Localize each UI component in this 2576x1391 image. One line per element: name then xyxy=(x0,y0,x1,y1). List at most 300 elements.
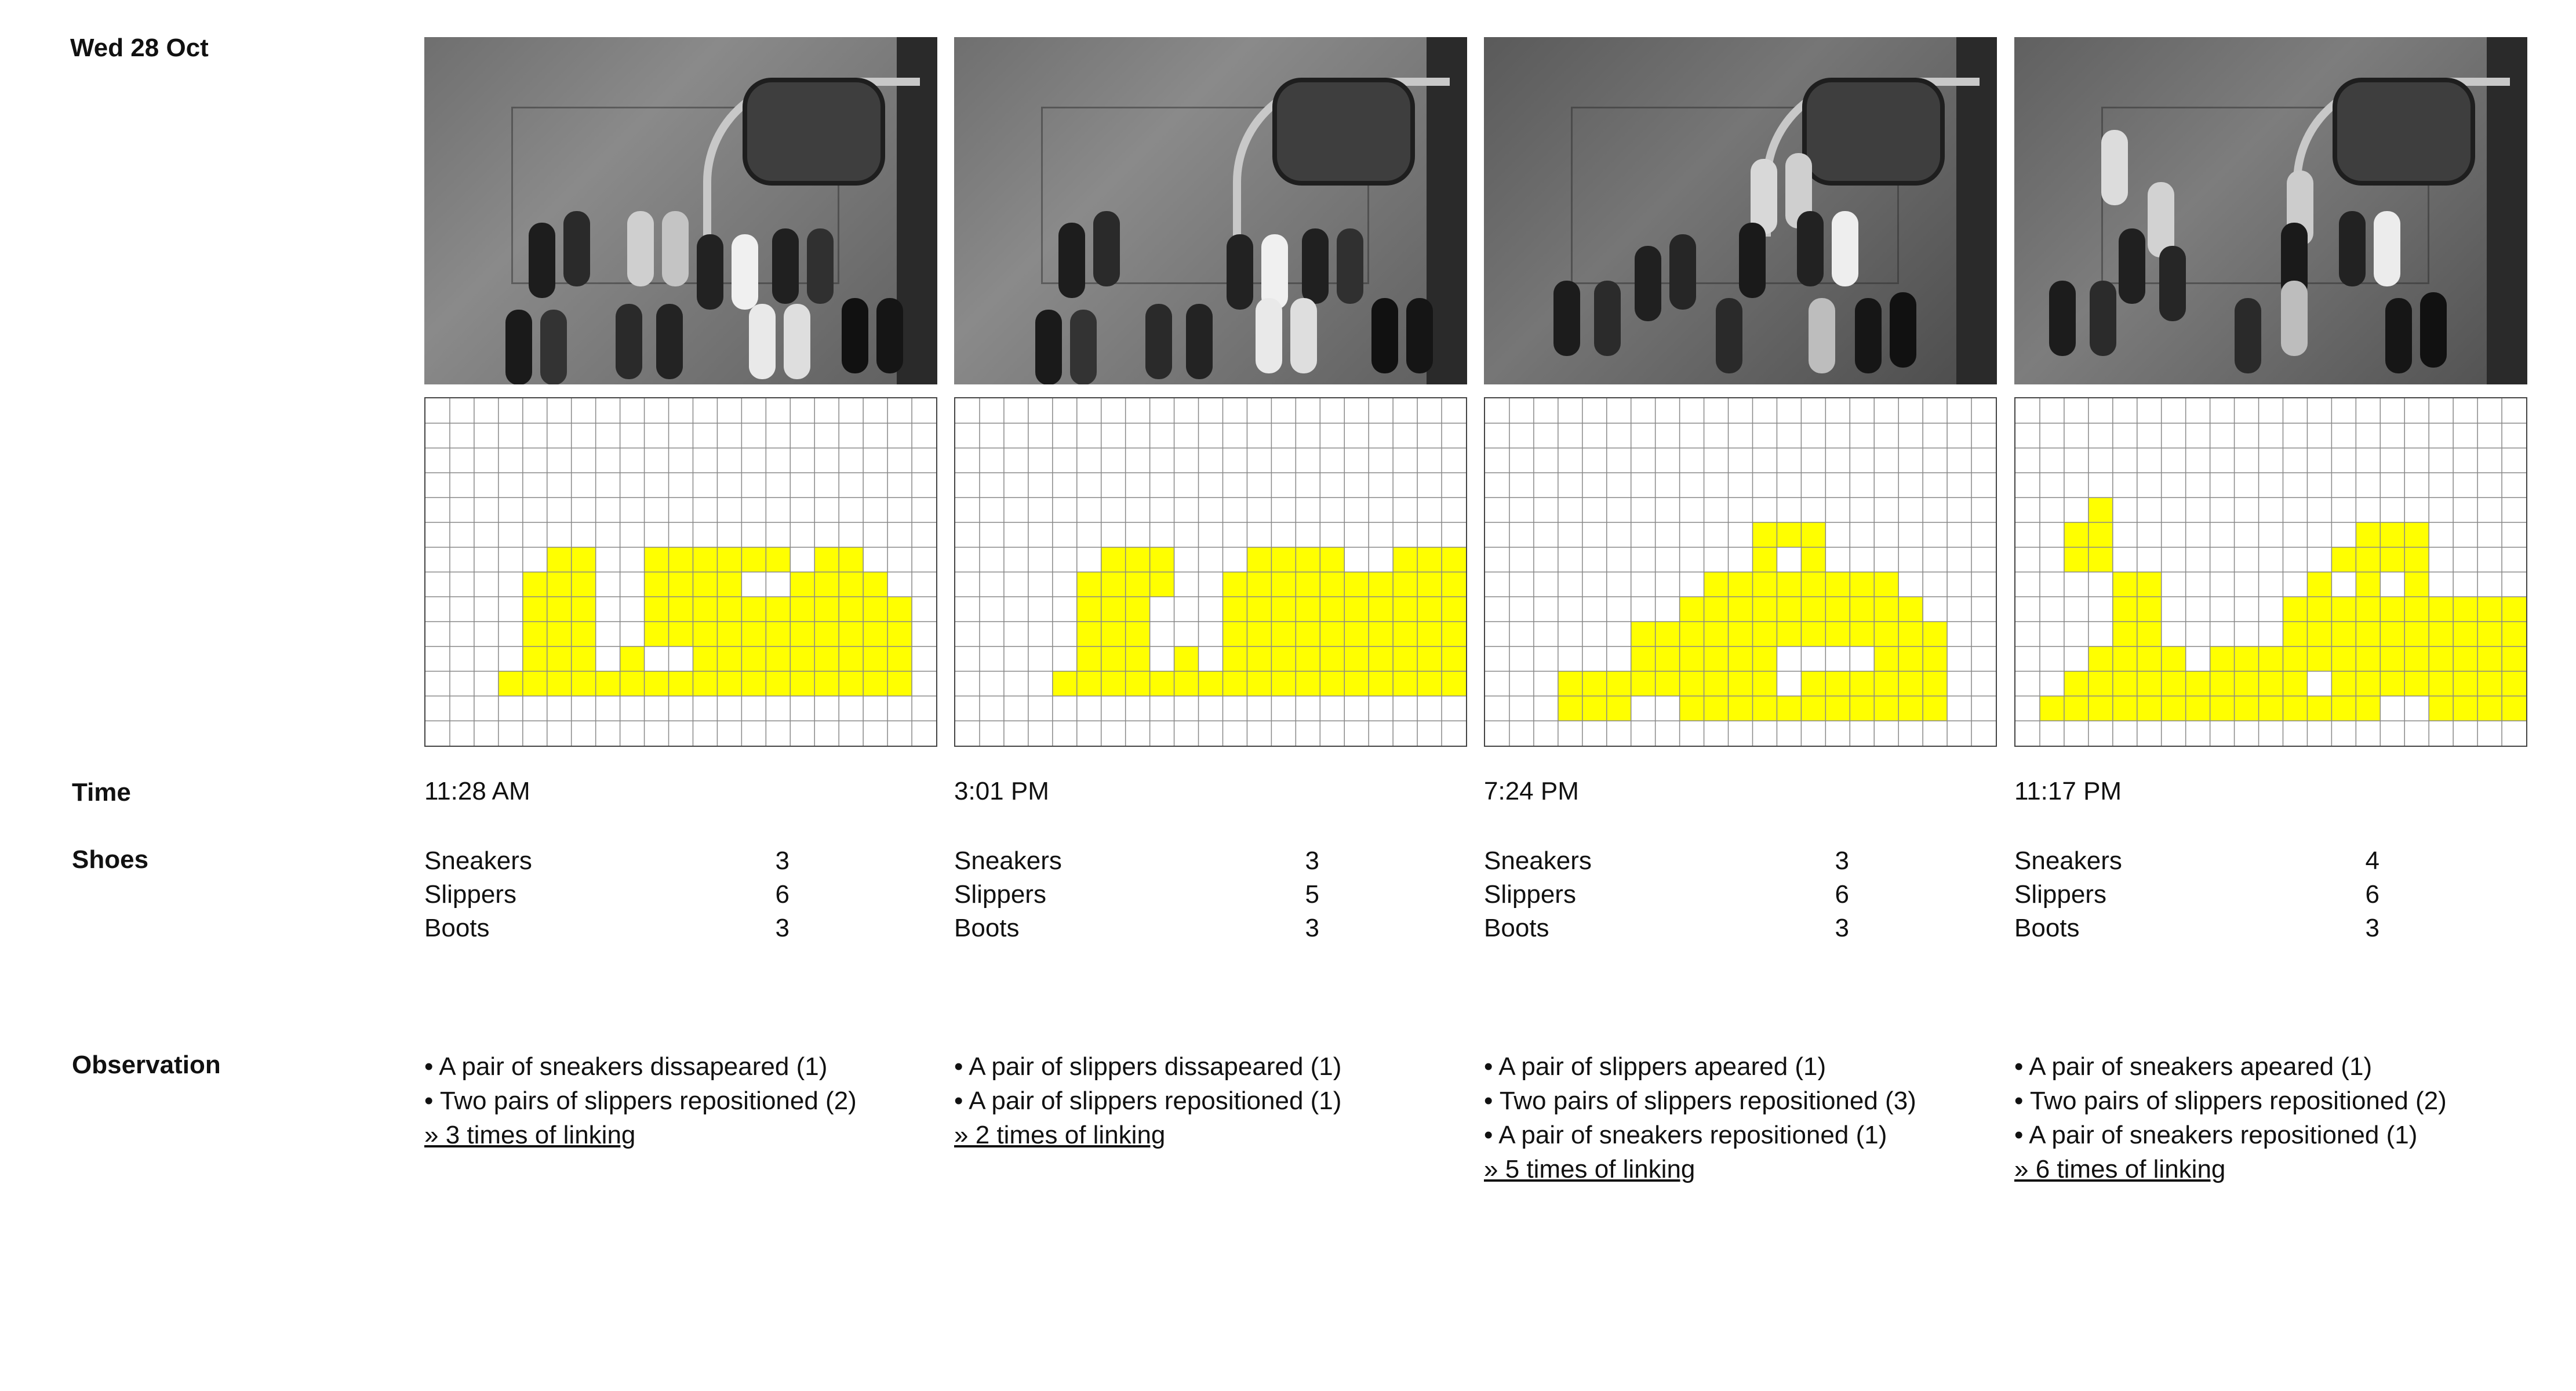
occupied-cell xyxy=(1704,696,1729,721)
occupied-cell xyxy=(1126,597,1150,622)
occupied-cell xyxy=(2259,647,2283,671)
occupied-cell xyxy=(1271,671,1296,696)
occupied-cell xyxy=(766,671,790,696)
observation-list xyxy=(1484,1049,1916,1186)
occupied-cell xyxy=(2162,647,2186,671)
occupied-cell xyxy=(2113,572,2137,597)
shoe-count-row xyxy=(1484,844,1849,878)
occupied-cell xyxy=(1704,622,1729,647)
occupied-cell xyxy=(1126,572,1150,597)
occupied-cell xyxy=(1607,696,1631,721)
shoe-type: Sneakers xyxy=(424,847,532,875)
occupied-cell xyxy=(741,547,766,572)
occupied-cell xyxy=(2404,572,2429,597)
shoe-type: Boots xyxy=(954,914,1020,942)
occupied-cell xyxy=(2404,597,2429,622)
occupied-cell xyxy=(1777,696,1801,721)
occupied-cell xyxy=(2453,622,2477,647)
occupancy-grid xyxy=(2014,397,2527,747)
occupied-cell xyxy=(693,572,717,597)
occupied-cell xyxy=(1607,671,1631,696)
occupied-cell xyxy=(572,647,596,671)
shoe-type: Slippers xyxy=(954,880,1046,909)
shoe-count: 6 xyxy=(1835,880,1849,909)
occupied-cell xyxy=(1077,671,1101,696)
occupied-cell xyxy=(1417,671,1442,696)
shoe-count-row xyxy=(1484,911,1849,945)
occupied-cell xyxy=(1801,622,1825,647)
occupied-cell xyxy=(693,597,717,622)
occupied-cell xyxy=(741,597,766,622)
occupied-cell xyxy=(2356,572,2380,597)
occupied-cell xyxy=(1247,671,1271,696)
occupied-cell xyxy=(1320,597,1344,622)
occupied-cell xyxy=(766,547,790,572)
occupied-cell xyxy=(1752,696,1777,721)
observation-item: • A pair of sneakers apeared (1) xyxy=(2014,1052,2373,1081)
occupied-cell xyxy=(741,671,766,696)
occupied-cell xyxy=(1801,572,1825,597)
occupied-cell xyxy=(2235,671,2259,696)
occupied-cell xyxy=(669,572,693,597)
observation-item: • A pair of sneakers dissapeared (1) xyxy=(424,1052,828,1081)
occupied-cell xyxy=(814,622,839,647)
occupied-cell xyxy=(2113,622,2137,647)
occupied-cell xyxy=(1247,547,1271,572)
occupied-cell xyxy=(1393,671,1417,696)
occupied-cell xyxy=(1729,696,1753,721)
observation-item: • Two pairs of slippers repositioned (3) xyxy=(1484,1087,1916,1115)
linking-link[interactable]: » 6 times of linking xyxy=(2014,1155,2226,1183)
occupied-cell xyxy=(790,671,814,696)
occupied-cell xyxy=(2235,647,2259,671)
occupied-cell xyxy=(1558,696,1582,721)
occupied-cell xyxy=(1752,597,1777,622)
observation-item: • A pair of slippers repositioned (1) xyxy=(954,1087,1342,1115)
occupied-cell xyxy=(717,597,741,622)
occupied-cell xyxy=(2331,647,2356,671)
occupied-cell xyxy=(2113,696,2137,721)
observation-column-4 xyxy=(2014,0,2527,1391)
occupied-cell xyxy=(2502,696,2526,721)
occupied-cell xyxy=(1344,572,1369,597)
occupied-cell xyxy=(1442,597,1466,622)
shoe-count-row xyxy=(2014,911,2379,945)
occupied-cell xyxy=(2477,671,2502,696)
linking-link[interactable]: » 5 times of linking xyxy=(1484,1155,1695,1183)
occupied-cell xyxy=(1344,647,1369,671)
occupied-cell xyxy=(2477,647,2502,671)
shoe-type: Boots xyxy=(1484,914,1549,942)
occupied-cell xyxy=(2113,671,2137,696)
occupied-cell xyxy=(790,647,814,671)
occupied-cell xyxy=(693,547,717,572)
occupied-cell xyxy=(2331,696,2356,721)
occupied-cell xyxy=(1369,647,1393,671)
occupied-cell xyxy=(1101,647,1126,671)
shoe-counts xyxy=(424,844,789,945)
occupied-cell xyxy=(1704,671,1729,696)
shoe-count-row xyxy=(2014,878,2379,911)
shoe-type: Sneakers xyxy=(2014,847,2122,875)
shoe-count: 3 xyxy=(1835,914,1849,942)
shoe-count-row xyxy=(424,844,789,878)
occupied-cell xyxy=(1656,622,1680,647)
occupied-cell xyxy=(1126,622,1150,647)
occupied-cell xyxy=(1850,572,1874,597)
occupied-cell xyxy=(2162,671,2186,696)
occupied-cell xyxy=(1126,671,1150,696)
occupied-cell xyxy=(1850,597,1874,622)
occupied-cell xyxy=(1442,572,1466,597)
occupied-cell xyxy=(1369,622,1393,647)
occupied-cell xyxy=(2283,671,2307,696)
shoe-count-row xyxy=(424,911,789,945)
occupied-cell xyxy=(1752,522,1777,547)
occupied-cell xyxy=(1101,597,1126,622)
occupied-cell xyxy=(2259,671,2283,696)
occupied-cell xyxy=(1417,622,1442,647)
occupied-cell xyxy=(2089,547,2113,572)
occupied-cell xyxy=(1150,572,1174,597)
occupied-cell xyxy=(2307,597,2331,622)
occupied-cell xyxy=(2356,696,2380,721)
occupied-cell xyxy=(790,572,814,597)
occupied-cell xyxy=(1923,647,1947,671)
occupied-cell xyxy=(1729,572,1753,597)
occupied-cell xyxy=(1247,597,1271,622)
occupied-cell xyxy=(1825,622,1850,647)
occupied-cell xyxy=(1825,696,1850,721)
occupied-cell xyxy=(2356,547,2380,572)
occupied-cell xyxy=(1656,671,1680,696)
occupied-cell xyxy=(547,647,572,671)
occupied-cell xyxy=(717,547,741,572)
occupied-cell xyxy=(2137,671,2162,696)
observation-item: • A pair of sneakers repositioned (1) xyxy=(2014,1121,2418,1149)
occupied-cell xyxy=(1898,622,1923,647)
occupied-cell xyxy=(2477,696,2502,721)
shoe-count-row xyxy=(424,878,789,911)
occupancy-grid xyxy=(424,397,937,747)
occupied-cell xyxy=(2356,597,2380,622)
occupied-cell xyxy=(1704,572,1729,597)
occupied-cell xyxy=(1777,522,1801,547)
occupied-cell xyxy=(1874,671,1898,696)
observation-item: • A pair of slippers dissapeared (1) xyxy=(954,1052,1342,1081)
observation-list xyxy=(2014,1049,2447,1186)
occupancy-grid xyxy=(954,397,1467,747)
observation-item: • Two pairs of slippers repositioned (2) xyxy=(424,1087,857,1115)
occupied-cell xyxy=(1801,696,1825,721)
observation-item: • A pair of sneakers repositioned (1) xyxy=(1484,1121,1887,1149)
observation-column-2 xyxy=(954,0,1467,1391)
observation-column-3 xyxy=(1484,0,1997,1391)
occupied-cell xyxy=(1874,597,1898,622)
occupied-cell xyxy=(1222,671,1247,696)
occupied-cell xyxy=(839,647,863,671)
occupied-cell xyxy=(1442,622,1466,647)
occupied-cell xyxy=(1656,647,1680,671)
occupied-cell xyxy=(1101,671,1126,696)
occupied-cell xyxy=(1320,647,1344,671)
occupied-cell xyxy=(2404,671,2429,696)
occupancy-grid xyxy=(1484,397,1997,747)
occupied-cell xyxy=(1271,647,1296,671)
occupied-cell xyxy=(1393,622,1417,647)
occupied-cell xyxy=(2283,597,2307,622)
occupied-cell xyxy=(839,547,863,572)
occupied-cell xyxy=(1393,547,1417,572)
occupied-cell xyxy=(2502,597,2526,622)
shoe-count: 5 xyxy=(1305,880,1319,909)
occupied-cell xyxy=(1296,647,1320,671)
occupied-cell xyxy=(814,671,839,696)
shoe-counts xyxy=(2014,844,2379,945)
occupied-cell xyxy=(2380,647,2404,671)
occupied-cell xyxy=(693,622,717,647)
shoe-count-row xyxy=(954,878,1319,911)
shoe-type: Slippers xyxy=(1484,880,1576,909)
occupied-cell xyxy=(1631,647,1656,671)
occupied-cell xyxy=(669,597,693,622)
occupied-cell xyxy=(1247,572,1271,597)
occupied-cell xyxy=(717,671,741,696)
occupied-cell xyxy=(2404,647,2429,671)
occupied-cell xyxy=(1101,622,1126,647)
occupied-cell xyxy=(1442,647,1466,671)
occupied-cell xyxy=(2040,696,2064,721)
shoe-count-row xyxy=(954,844,1319,878)
linking-link[interactable]: » 2 times of linking xyxy=(954,1121,1166,1149)
shoe-type: Sneakers xyxy=(954,847,1062,875)
occupied-cell xyxy=(2089,497,2113,522)
occupied-cell xyxy=(1126,647,1150,671)
occupied-cell xyxy=(2186,696,2210,721)
occupied-cell xyxy=(863,647,887,671)
occupied-cell xyxy=(669,547,693,572)
occupied-cell xyxy=(2453,671,2477,696)
occupied-cell xyxy=(863,671,887,696)
occupied-cell xyxy=(1344,622,1369,647)
occupied-cell xyxy=(1417,547,1442,572)
occupied-cell xyxy=(693,647,717,671)
occupied-cell xyxy=(523,647,547,671)
occupied-cell xyxy=(2137,572,2162,597)
occupied-cell xyxy=(1393,647,1417,671)
occupied-cell xyxy=(1801,522,1825,547)
occupied-cell xyxy=(1680,597,1704,622)
occupied-cell xyxy=(1199,671,1223,696)
occupied-cell xyxy=(1296,622,1320,647)
occupied-cell xyxy=(1247,647,1271,671)
occupied-cell xyxy=(1558,671,1582,696)
occupied-cell xyxy=(1801,671,1825,696)
occupied-cell xyxy=(717,622,741,647)
occupied-cell xyxy=(2089,671,2113,696)
occupied-cell xyxy=(1923,696,1947,721)
occupied-cell xyxy=(2453,597,2477,622)
occupied-cell xyxy=(2502,622,2526,647)
occupied-cell xyxy=(2064,696,2089,721)
occupied-cell xyxy=(863,622,887,647)
occupied-cell xyxy=(1101,572,1126,597)
occupied-cell xyxy=(547,597,572,622)
occupied-cell xyxy=(523,671,547,696)
occupied-cell xyxy=(887,622,912,647)
shoe-count: 6 xyxy=(2365,880,2379,909)
occupied-cell xyxy=(1344,597,1369,622)
occupied-cell xyxy=(814,597,839,622)
occupied-cell xyxy=(1704,647,1729,671)
occupied-cell xyxy=(1874,572,1898,597)
occupied-cell xyxy=(645,597,669,622)
occupied-cell xyxy=(2502,671,2526,696)
occupied-cell xyxy=(2453,696,2477,721)
linking-link[interactable]: » 3 times of linking xyxy=(424,1121,636,1149)
occupied-cell xyxy=(645,572,669,597)
occupied-cell xyxy=(1393,572,1417,597)
occupied-cell xyxy=(1898,671,1923,696)
occupied-cell xyxy=(2283,696,2307,721)
occupied-cell xyxy=(547,572,572,597)
occupied-cell xyxy=(693,671,717,696)
occupied-cell xyxy=(814,647,839,671)
occupied-cell xyxy=(1369,597,1393,622)
occupied-cell xyxy=(2404,522,2429,547)
occupied-cell xyxy=(741,647,766,671)
observation-item: • A pair of slippers apeared (1) xyxy=(1484,1052,1827,1081)
occupied-cell xyxy=(2064,547,2089,572)
shoe-count: 3 xyxy=(775,847,789,875)
occupied-cell xyxy=(1729,597,1753,622)
occupied-cell xyxy=(1680,696,1704,721)
occupied-cell xyxy=(1729,647,1753,671)
occupied-cell xyxy=(2502,647,2526,671)
occupied-cell xyxy=(2089,522,2113,547)
occupied-cell xyxy=(1850,671,1874,696)
occupied-cell xyxy=(1752,572,1777,597)
shoe-type: Boots xyxy=(424,914,490,942)
occupied-cell xyxy=(2380,547,2404,572)
occupied-cell xyxy=(572,547,596,572)
shoe-type: Slippers xyxy=(424,880,516,909)
occupied-cell xyxy=(2356,647,2380,671)
occupied-cell xyxy=(2064,522,2089,547)
occupied-cell xyxy=(2356,671,2380,696)
occupied-cell xyxy=(2113,597,2137,622)
occupied-cell xyxy=(1777,572,1801,597)
occupied-cell xyxy=(2380,597,2404,622)
occupied-cell xyxy=(2283,622,2307,647)
occupied-cell xyxy=(1752,622,1777,647)
occupied-cell xyxy=(1222,622,1247,647)
occupied-cell xyxy=(1752,671,1777,696)
occupied-cell xyxy=(1825,572,1850,597)
shoe-type: Boots xyxy=(2014,914,2080,942)
occupied-cell xyxy=(814,572,839,597)
occupied-cell xyxy=(523,572,547,597)
occupied-cell xyxy=(2429,671,2453,696)
occupied-cell xyxy=(2283,647,2307,671)
occupied-cell xyxy=(1777,597,1801,622)
time-value: 7:24 PM xyxy=(1484,777,1579,805)
occupied-cell xyxy=(1825,597,1850,622)
occupied-cell xyxy=(1752,647,1777,671)
occupied-cell xyxy=(1898,597,1923,622)
shoe-count: 3 xyxy=(2365,914,2379,942)
occupied-cell xyxy=(572,622,596,647)
occupied-cell xyxy=(620,671,645,696)
occupied-cell xyxy=(1077,572,1101,597)
occupied-cell xyxy=(766,597,790,622)
occupied-cell xyxy=(1271,547,1296,572)
occupied-cell xyxy=(596,671,620,696)
occupied-cell xyxy=(839,671,863,696)
occupied-cell xyxy=(2331,597,2356,622)
occupied-cell xyxy=(863,572,887,597)
shoe-photo xyxy=(954,37,1467,384)
occupied-cell xyxy=(1874,622,1898,647)
observation-list xyxy=(424,1049,857,1152)
occupied-cell xyxy=(887,671,912,696)
occupied-cell xyxy=(2137,696,2162,721)
occupied-cell xyxy=(2235,696,2259,721)
occupied-cell xyxy=(1271,597,1296,622)
occupied-cell xyxy=(887,597,912,622)
shoe-count: 3 xyxy=(1305,914,1319,942)
occupied-cell xyxy=(620,647,645,671)
occupied-cell xyxy=(839,597,863,622)
occupied-cell xyxy=(2429,696,2453,721)
occupied-cell xyxy=(2477,622,2502,647)
observation-item: • Two pairs of slippers repositioned (2) xyxy=(2014,1087,2447,1115)
occupied-cell xyxy=(717,647,741,671)
occupied-cell xyxy=(1631,671,1656,696)
occupied-cell xyxy=(1296,671,1320,696)
occupied-cell xyxy=(1247,622,1271,647)
occupied-cell xyxy=(2137,597,2162,622)
occupied-cell xyxy=(2331,622,2356,647)
shoe-count: 3 xyxy=(775,914,789,942)
occupied-cell xyxy=(2307,696,2331,721)
time-value: 11:17 PM xyxy=(2014,777,2122,805)
occupied-cell xyxy=(547,547,572,572)
occupied-cell xyxy=(1320,622,1344,647)
shoe-counts xyxy=(1484,844,1849,945)
occupied-cell xyxy=(1631,622,1656,647)
shoe-count-row xyxy=(954,911,1319,945)
occupied-cell xyxy=(645,622,669,647)
occupied-cell xyxy=(1680,622,1704,647)
occupied-cell xyxy=(1874,647,1898,671)
occupied-cell xyxy=(1729,622,1753,647)
occupied-cell xyxy=(645,547,669,572)
occupied-cell xyxy=(2404,547,2429,572)
occupied-cell xyxy=(2331,671,2356,696)
occupied-cell xyxy=(863,597,887,622)
occupied-cell xyxy=(1442,547,1466,572)
date-heading: Wed 28 Oct xyxy=(70,34,209,62)
occupied-cell xyxy=(1417,572,1442,597)
occupied-cell xyxy=(2356,522,2380,547)
occupied-cell xyxy=(1704,597,1729,622)
occupied-cell xyxy=(1222,572,1247,597)
occupied-cell xyxy=(1582,696,1607,721)
occupied-cell xyxy=(572,597,596,622)
occupied-cell xyxy=(766,622,790,647)
occupied-cell xyxy=(1150,547,1174,572)
